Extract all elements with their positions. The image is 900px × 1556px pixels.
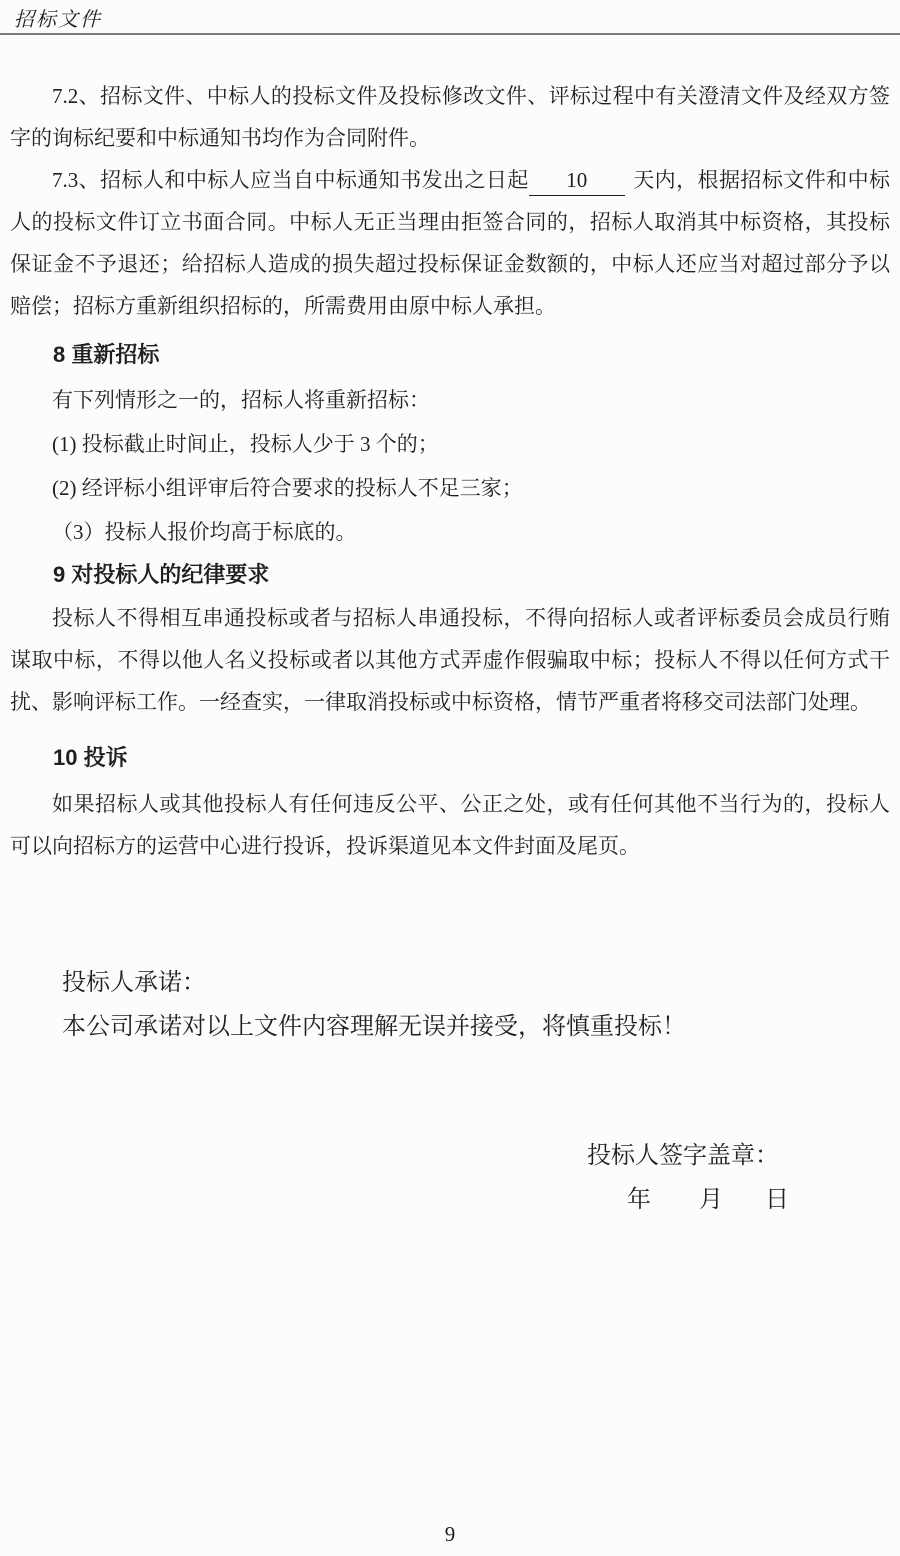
clause-7-3-text-before-blank: 7.3、招标人和中标人应当自中标通知书发出之日起 xyxy=(52,168,529,192)
document-body xyxy=(0,75,900,1222)
clause-7-3-text-after-blank: 天内，根据招标文件和中标人的投标文件订立书面合同。中标人无正当理由拒签合同的，招标人取消其中标资格，其投标保证金不予退还；给招标人造成的损失超过投标保证金数额的，中标人还应当对超过部分予以赔偿；招标方重新组织招标的，所需费用由原中标人承担。 xyxy=(10,168,891,318)
rebid-item-2: (2) 经评标小组评审后符合要求的投标人不足三家； xyxy=(52,476,523,500)
rebid-intro: 有下列情形之一的，招标人将重新招标： xyxy=(52,388,430,412)
bidder-commitment-label: 投标人承诺： xyxy=(62,970,206,996)
heading-rebid: 8 重新招标 xyxy=(53,342,160,367)
clause-7-3 xyxy=(10,159,890,327)
bidder-commitment-statement: 本公司承诺对以上文件内容理解无误并接受，将慎重投标！ xyxy=(62,1014,686,1040)
clause-complaint: 如果招标人或其他投标人有任何违反公平、公正之处，或有任何其他不当行为的，投标人可以向招标方的运营中心进行投诉，投诉渠道见本文件封面及尾页。 xyxy=(10,792,890,858)
page-header xyxy=(0,0,900,35)
filled-blank-days: 10 xyxy=(529,166,625,196)
clause-7-2: 7.2、招标文件、中标人的投标文件及投标修改文件、评标过程中有关澄清文件及经双方签字的询标纪要和中标通知书均作为合同附件。 xyxy=(10,84,890,150)
signature-seal-label: 投标人签字盖章： xyxy=(587,1143,779,1169)
heading-complaint: 10 投诉 xyxy=(53,745,128,770)
clause-discipline: 投标人不得相互串通投标或者与招标人串通投标，不得向招标人或者评标委员会成员行贿谋取中标，不得以他人名义投标或者以其他方式弄虚作假骗取中标；投标人不得以任何方式干扰、影响评标工作。一经查实，一律取消投标或中标资格，情节严重者将移交司法部门处理。 xyxy=(10,606,890,714)
date-line xyxy=(10,1178,890,1222)
page-footer xyxy=(0,1520,900,1548)
date-month-label: 月 xyxy=(699,1187,723,1213)
page-number: 9 xyxy=(444,1522,456,1546)
rebid-item-3: （3）投标人报价均高于标底的。 xyxy=(52,520,357,544)
header-divider xyxy=(0,33,900,35)
header-title: 招标文件 xyxy=(14,9,102,31)
rebid-item-1: (1) 投标截止时间止，投标人少于 3 个的； xyxy=(52,432,439,456)
date-day-label: 日 xyxy=(765,1187,789,1213)
date-year-label: 年 xyxy=(627,1187,651,1213)
heading-discipline: 9 对投标人的纪律要求 xyxy=(53,562,270,587)
